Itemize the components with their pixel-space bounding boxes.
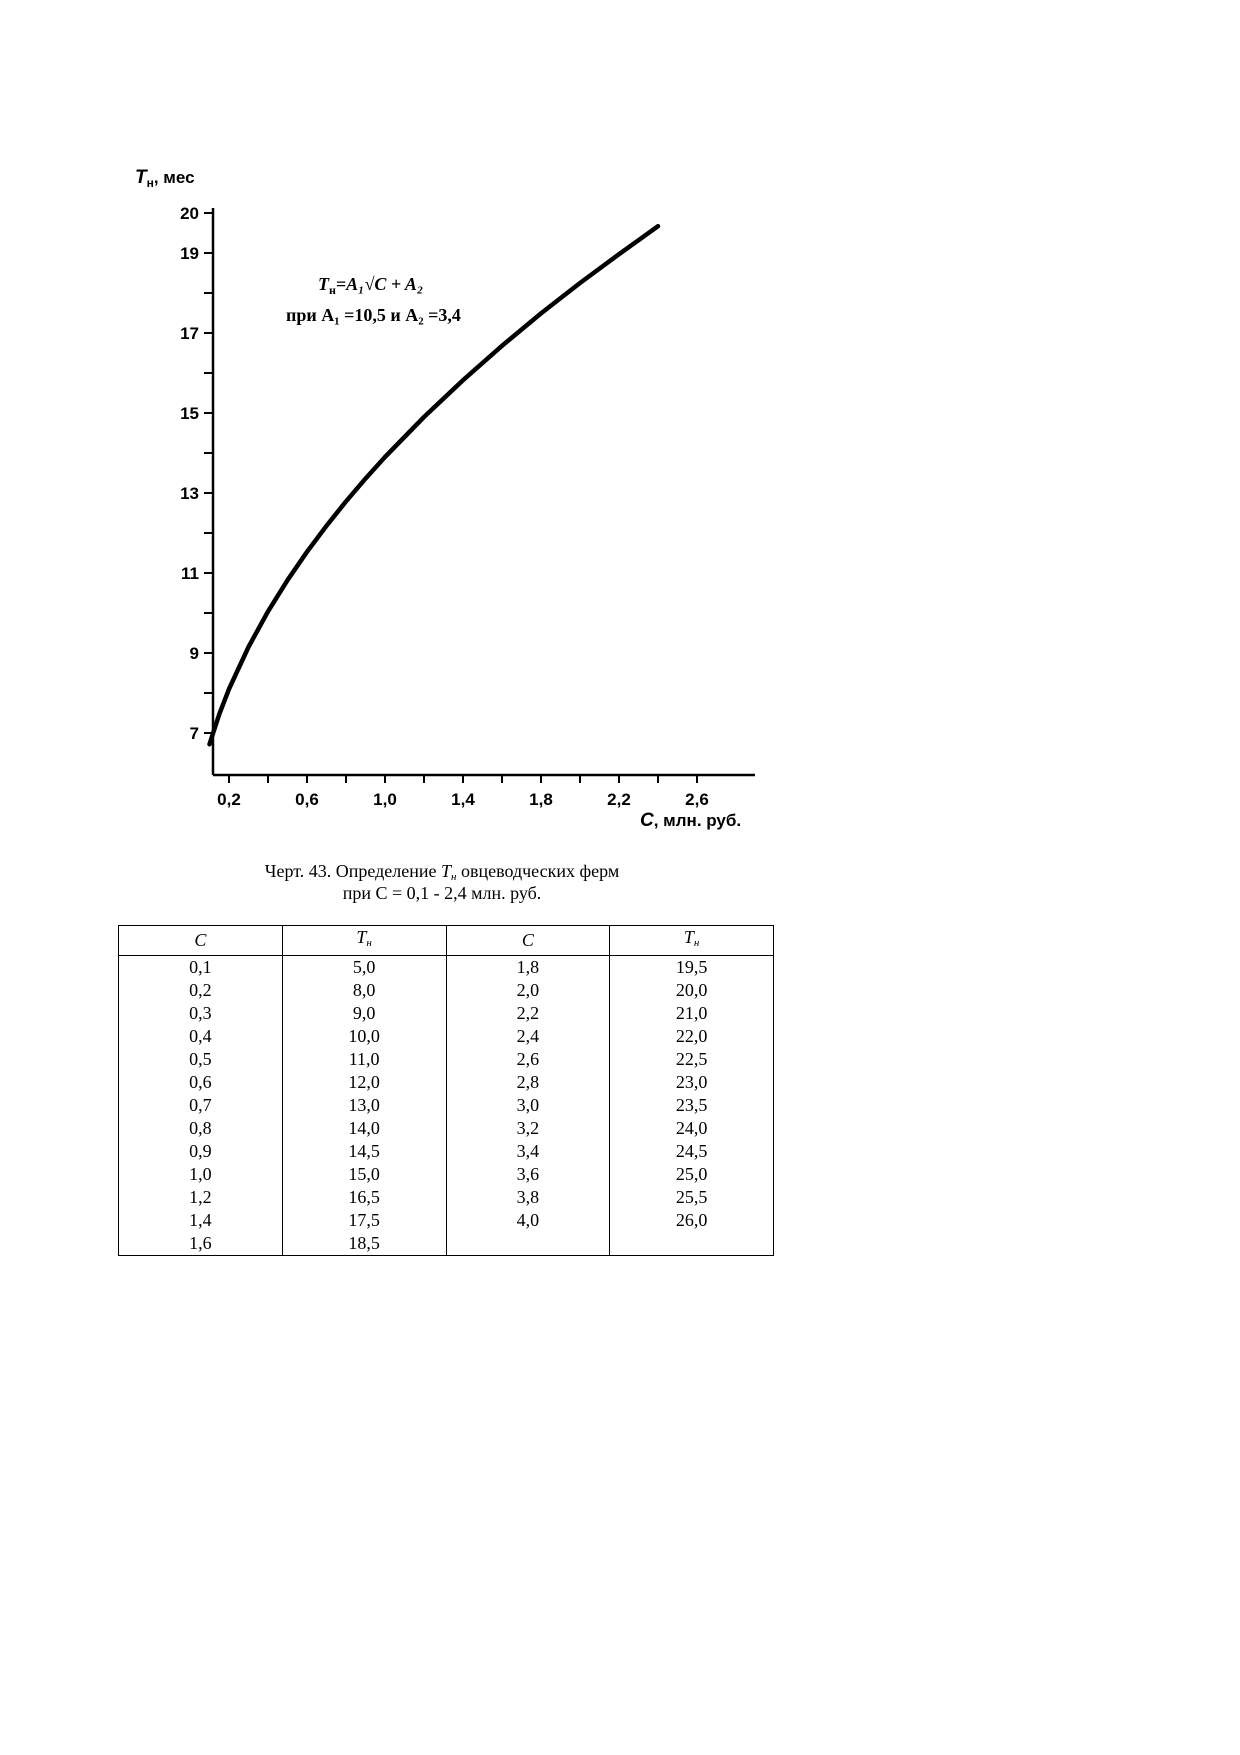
table-row [119,1002,774,1025]
table-cell [610,1232,774,1256]
table-cell: 25,5 [610,1186,774,1209]
table-cell: 1,0 [119,1163,283,1186]
header-c-1: C [119,926,283,956]
header-t-1: $T_н$ [282,926,446,956]
data-table [118,925,774,1256]
formula-line2: при A₁ =10,5 и A₂ =3,4 [286,305,461,325]
table-row [119,979,774,1002]
table-row [119,1117,774,1140]
table-cell: 1,8 [446,956,610,980]
table-cell: 12,0 [282,1071,446,1094]
table-cell: 2,0 [446,979,610,1002]
chart-ticks [204,213,697,783]
y-tick-label: 17 [180,324,199,343]
table-cell: 20,0 [610,979,774,1002]
table-cell: 5,0 [282,956,446,980]
formula-line1: $T_н=A_1√C + A_2$ [318,274,424,297]
table-header-row [119,926,774,956]
table-cell: 0,5 [119,1048,283,1071]
table-row [119,956,774,980]
table-cell: 23,0 [610,1071,774,1094]
table-cell: 23,5 [610,1094,774,1117]
table-cell: 1,6 [119,1232,283,1256]
table-cell: 2,6 [446,1048,610,1071]
table-row [119,1186,774,1209]
table-cell: 3,0 [446,1094,610,1117]
y-tick-label: 15 [180,404,199,423]
x-tick-label: 1,0 [373,790,397,809]
table-cell: 0,8 [119,1117,283,1140]
table-cell: 13,0 [282,1094,446,1117]
table-cell: 24,0 [610,1117,774,1140]
y-tick-label: 19 [180,244,199,263]
table-cell: 17,5 [282,1209,446,1232]
table-cell: 0,7 [119,1094,283,1117]
table-row [119,1025,774,1048]
table-row [119,1094,774,1117]
y-axis-label: $T_н$, мес [135,167,195,190]
table-cell: 25,0 [610,1163,774,1186]
table-row [119,1048,774,1071]
header-c-2: C [446,926,610,956]
table-cell: 1,2 [119,1186,283,1209]
table-cell: 3,2 [446,1117,610,1140]
figure-caption-line2: при С = 0,1 - 2,4 млн. руб. [342,883,542,903]
table-row [119,1232,774,1256]
y-tick-label: 11 [181,564,199,583]
chart-series [210,226,659,744]
table-cell: 3,8 [446,1186,610,1209]
table-cell: 14,0 [282,1117,446,1140]
chart-tick-labels [180,204,709,809]
y-tick-label: 20 [180,204,199,223]
table-row [119,1071,774,1094]
x-tick-label: 2,2 [607,790,631,809]
table-cell: 3,6 [446,1163,610,1186]
table-cell: 3,4 [446,1140,610,1163]
x-tick-label: 1,8 [529,790,553,809]
figure-caption-line1: Черт. 43. Определение $T_н$ овцеводческих ферм [264,861,620,883]
series-line [210,226,659,744]
header-t-2: $T_н$ [610,926,774,956]
table-cell: 15,0 [282,1163,446,1186]
table-cell: 14,5 [282,1140,446,1163]
table-cell: 8,0 [282,979,446,1002]
table-cell: 16,5 [282,1186,446,1209]
table-cell: 24,5 [610,1140,774,1163]
table-cell: 11,0 [282,1048,446,1071]
y-tick-label: 7 [189,724,199,743]
table-cell: 18,5 [282,1232,446,1256]
table-cell: 0,1 [119,956,283,980]
table-cell: 0,4 [119,1025,283,1048]
table-cell: 19,5 [610,956,774,980]
table-cell: 22,5 [610,1048,774,1071]
table-row [119,1209,774,1232]
table-cell: 22,0 [610,1025,774,1048]
table-cell: 9,0 [282,1002,446,1025]
table-cell: 0,3 [119,1002,283,1025]
table-cell: 0,9 [119,1140,283,1163]
table-cell: 10,0 [282,1025,446,1048]
table-cell: 1,4 [119,1209,283,1232]
chart-axes [213,208,755,775]
table-cell: 0,6 [119,1071,283,1094]
x-tick-label: 2,6 [685,790,709,809]
table-cell [446,1232,610,1256]
chart [0,0,1240,860]
y-tick-label: 9 [189,644,199,663]
table-cell: 2,4 [446,1025,610,1048]
table-cell: 26,0 [610,1209,774,1232]
table-cell: 0,2 [119,979,283,1002]
table-row [119,1140,774,1163]
table-row [119,1163,774,1186]
table-cell: 2,2 [446,1002,610,1025]
y-tick-label: 13 [180,484,199,503]
table-body [119,956,774,1256]
table-cell: 2,8 [446,1071,610,1094]
x-tick-label: 0,2 [217,790,241,809]
x-tick-label: 1,4 [451,790,475,809]
x-tick-label: 0,6 [295,790,319,809]
table-cell: 21,0 [610,1002,774,1025]
x-axis-label: C, млн. руб. [640,810,742,831]
table-cell: 4,0 [446,1209,610,1232]
